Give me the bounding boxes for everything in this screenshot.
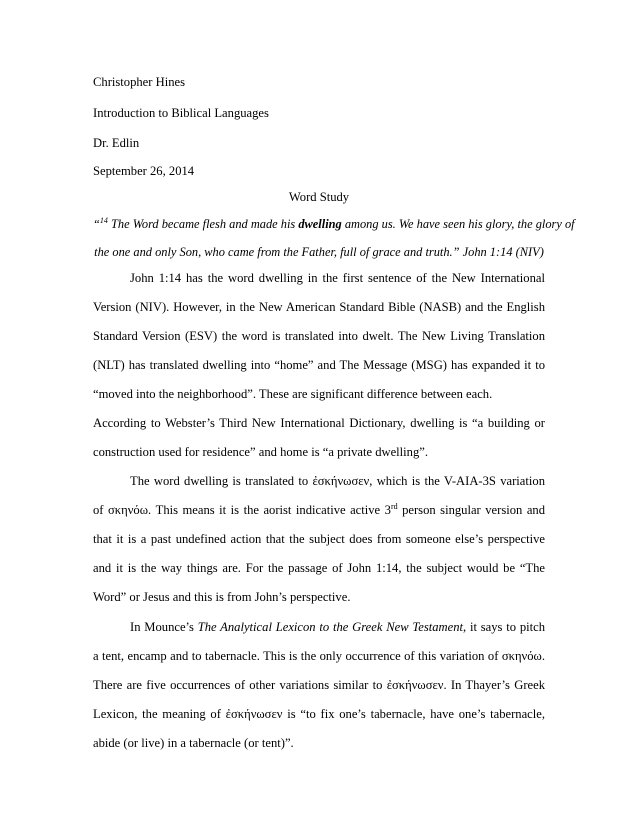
p2-line2-pre: of σκηνόω. This means it is the aorist indicative active 3 (93, 503, 391, 517)
p3-line: There are five occurrences of other variations similar to ἐσκήνωσεν. In Thayer’s Greek (93, 678, 545, 692)
epigraph-text-pre: The Word became flesh and made his (107, 217, 299, 231)
author-name: Christopher Hines (93, 75, 185, 89)
p1-line: “moved into the neighborhood”. These are significant difference between each. (93, 387, 493, 401)
epigraph-text-post: among us. We have seen his glory, the glory of (341, 217, 575, 231)
p2-line: Word” or Jesus and this is from John’s perspective. (93, 590, 351, 604)
p1-line: construction used for residence” and home is “a private dwelling”. (93, 445, 429, 459)
p2-line (93, 502, 545, 518)
p1-line: Version (NIV). However, in the New American Standard Bible (NASB) and the English (93, 300, 545, 314)
p3-line (130, 619, 545, 635)
instructor-name: Dr. Edlin (93, 136, 140, 150)
date: September 26, 2014 (93, 164, 195, 178)
book-title: The Analytical Lexicon to the Greek New Testament (197, 620, 464, 634)
p3-line1-pre: In Mounce’s (130, 620, 198, 634)
course-name: Introduction to Biblical Languages (93, 106, 269, 120)
p1-line: John 1:14 has the word dwelling in the first sentence of the New International (130, 271, 545, 285)
p2-line: and it is the way things are. For the passage of John 1:14, the subject would be “The (93, 561, 545, 575)
epigraph-emphasis: dwelling (298, 217, 342, 231)
p2-line: The word dwelling is translated to ἐσκήνωσεν, which is the V-AIA-3S variation (130, 474, 545, 488)
p3-line1-post: , it says to pitch (463, 620, 545, 634)
p1-line: (NLT) has translated dwelling into “home” and The Message (MSG) has expanded it to (93, 358, 545, 372)
p3-line: Lexicon, the meaning of ἐσκήνωσεν is “to fix one’s tabernacle, have one’s tabernacle, (93, 707, 545, 721)
epigraph-verse-number: 14 (99, 215, 108, 225)
epigraph-open-mark: “ (93, 217, 100, 231)
document-title: Word Study (288, 190, 350, 204)
p1-line: Standard Version (ESV) the word is translated into dwelt. The New Living Translation (93, 329, 545, 343)
ordinal-suffix: rd (390, 501, 398, 511)
epigraph-line-2: the one and only Son, who came from the Father, full of grace and truth.” John 1:14 (NIV) (94, 245, 544, 259)
p3-line: a tent, encamp and to tabernacle. This is the only occurrence of this variation of σκηνόω. (93, 649, 545, 663)
p2-line: that it is a past undefined action that the subject does from someone else’s perspective (93, 532, 545, 546)
p3-line: abide (or live) in a tabernacle (or tent)”. (93, 736, 294, 750)
epigraph-line-1 (93, 215, 575, 232)
p1-line: According to Webster’s Third New International Dictionary, dwelling is “a building or (93, 416, 545, 430)
p2-line2-post: person singular version and (397, 503, 545, 517)
